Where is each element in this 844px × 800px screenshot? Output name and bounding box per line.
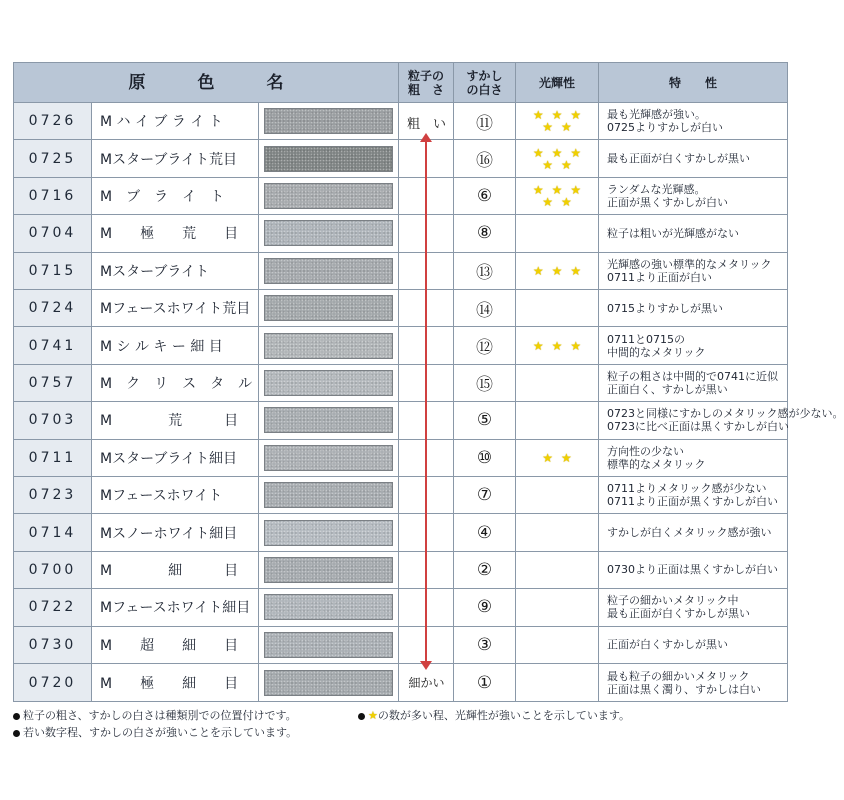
star-icon: ★: [532, 338, 544, 353]
luster-rating: [516, 140, 599, 176]
property-desc: [599, 440, 787, 476]
transparency-rank: ③: [454, 627, 516, 663]
color-swatch: [264, 258, 393, 284]
property-line: 0723と同様にすかしのメタリック感が少ない。: [607, 407, 844, 421]
header-name-char-2: 色: [197, 72, 215, 93]
property-line: 方向性の少ない: [607, 444, 684, 458]
star-icon: ★: [551, 182, 563, 197]
star-icon: ★: [551, 338, 563, 353]
star-icon: ★: [532, 108, 544, 123]
color-name: Mフェースホワイト荒目: [92, 290, 259, 326]
transparency-rank: ⑩: [454, 440, 516, 476]
swatch-cell: [259, 440, 399, 476]
luster-rating: [516, 664, 599, 701]
color-code: 0741: [14, 327, 92, 363]
property-desc: [599, 178, 787, 214]
grain-arrow-line: [425, 139, 427, 664]
swatch-cell: [259, 552, 399, 588]
color-code: 0725: [14, 140, 92, 176]
header-transparency-line2: の白さ: [466, 82, 503, 97]
color-swatch: [264, 557, 393, 583]
star-icon: ★: [570, 182, 582, 197]
property-line: 0723に比べ正面は黒くすかしが白い: [607, 420, 789, 434]
transparency-rank: ⑦: [454, 477, 516, 513]
property-line: 中間的なメタリック: [607, 345, 706, 359]
luster-rating: [516, 402, 599, 438]
luster-rating: [516, 103, 599, 139]
color-name: Mスターブライト細目: [92, 440, 259, 476]
property-line: 最も粒子の細かいメタリック: [607, 669, 750, 683]
property-line: 最も正面が白くすかしが黒い: [607, 607, 750, 621]
luster-rating: [516, 290, 599, 326]
transparency-rank: ⑪: [454, 103, 516, 139]
swatch-cell: [259, 327, 399, 363]
transparency-rank: ⑭: [454, 290, 516, 326]
luster-rating: [516, 215, 599, 251]
color-code: 0714: [14, 514, 92, 550]
color-table: [13, 62, 844, 702]
transparency-rank: ⑯: [454, 140, 516, 176]
star-icon: ★: [570, 145, 582, 160]
property-line: 0730より正面は黒くすかしが白い: [607, 563, 778, 577]
luster-rating: [516, 178, 599, 214]
property-line: 0711と0715の: [607, 332, 685, 346]
property-line: 正面が黒くすかしが白い: [607, 195, 728, 209]
color-name: Mスノーホワイト細目: [92, 514, 259, 550]
star-icon: ★: [368, 709, 378, 722]
color-code: 0715: [14, 253, 92, 289]
color-swatch: [264, 370, 393, 396]
color-swatch: [264, 520, 393, 546]
color-swatch: [264, 670, 393, 696]
color-name: M ク リ ス タ ル: [92, 365, 259, 401]
swatch-cell: [259, 365, 399, 401]
property-desc: [599, 627, 787, 663]
color-name: Mフェースホワイト: [92, 477, 259, 513]
swatch-cell: [259, 253, 399, 289]
property-line: 0715よりすかしが黒い: [607, 301, 723, 315]
color-swatch: [264, 445, 393, 471]
star-icon: ★: [570, 338, 582, 353]
swatch-cell: [259, 664, 399, 701]
header-grain-line2: 粗 さ: [407, 82, 444, 97]
property-line: 正面白く、すかしが黒い: [607, 382, 728, 396]
color-code: 0703: [14, 402, 92, 438]
color-code: 0700: [14, 552, 92, 588]
luster-rating: [516, 365, 599, 401]
star-icon: ★: [551, 145, 563, 160]
swatch-cell: [259, 589, 399, 625]
swatch-cell: [259, 215, 399, 251]
luster-rating: [516, 327, 599, 363]
property-desc: [599, 140, 787, 176]
property-line: ランダムな光輝感。: [607, 182, 706, 196]
color-code: 0720: [14, 664, 92, 701]
luster-rating: [516, 440, 599, 476]
color-code: 0711: [14, 440, 92, 476]
luster-rating: [516, 589, 599, 625]
property-line: 0711より正面が白い: [607, 270, 712, 284]
star-icon: ★: [542, 120, 553, 135]
color-name: M シ ル キ ー 細 目: [92, 327, 259, 363]
color-swatch: [264, 407, 393, 433]
color-swatch: [264, 482, 393, 508]
star-icon: ★: [561, 120, 572, 135]
star-icon: ★: [551, 108, 563, 123]
property-desc: [599, 103, 787, 139]
property-desc: [599, 514, 787, 550]
transparency-rank: ⑤: [454, 402, 516, 438]
star-icon: ★: [542, 450, 553, 465]
property-line: 粒子の細かいメタリック中: [607, 594, 739, 608]
color-swatch: [264, 295, 393, 321]
luster-rating: [516, 253, 599, 289]
star-icon: ★: [551, 263, 563, 278]
property-line: 最も光輝感が強い。: [607, 108, 706, 122]
color-swatch: [264, 108, 393, 134]
bullet-icon: [13, 730, 20, 737]
transparency-rank: ①: [454, 664, 516, 701]
property-line: 正面は黒く濁り、すかしは白い: [607, 682, 761, 696]
property-desc: [599, 552, 787, 588]
swatch-cell: [259, 103, 399, 139]
swatch-cell: [259, 627, 399, 663]
bullet-icon: [358, 713, 365, 720]
grain-scale: [399, 103, 454, 701]
header-transparency: [454, 63, 516, 103]
luster-rating: [516, 477, 599, 513]
arrow-down-icon: [420, 661, 432, 670]
color-name: M 極 荒 目: [92, 215, 259, 251]
property-line: 0725よりすかしが白い: [607, 121, 723, 135]
header-transparency-line1: すかし: [466, 68, 503, 83]
swatch-cell: [259, 477, 399, 513]
transparency-rank: ⑬: [454, 253, 516, 289]
property-line: 粒子の粗さは中間的で0741に近似: [607, 369, 778, 383]
bullet-icon: [13, 713, 20, 720]
property-line: すかしが白くメタリック感が強い: [607, 526, 772, 540]
header-grain: [399, 63, 454, 103]
header-name-char-3: 名: [266, 72, 284, 93]
star-icon: ★: [570, 108, 582, 123]
star-icon: ★: [532, 182, 544, 197]
swatch-cell: [259, 290, 399, 326]
star-icon: ★: [532, 263, 544, 278]
swatch-cell: [259, 178, 399, 214]
footnote-2-text: 若い数字程、すかしの白さが強いことを示しています。: [23, 726, 298, 739]
property-desc: [599, 664, 787, 701]
footnote-2: [13, 725, 297, 740]
star-icon: ★: [542, 194, 553, 209]
property-desc: [599, 327, 787, 363]
color-code: 0730: [14, 627, 92, 663]
header-name: [14, 63, 399, 103]
star-icon: ★: [542, 157, 553, 172]
color-name: M 超 細 目: [92, 627, 259, 663]
color-name: M ブ ラ イ ト: [92, 178, 259, 214]
header-grain-line1: 粒子の: [407, 68, 444, 83]
property-desc: [599, 253, 787, 289]
property-desc: [599, 477, 787, 513]
color-code: 0704: [14, 215, 92, 251]
color-code: 0726: [14, 103, 92, 139]
color-name: Mフェースホワイト細目: [92, 589, 259, 625]
property-line: 0711より正面が黒くすかしが白い: [607, 495, 778, 509]
transparency-rank: ⑮: [454, 365, 516, 401]
property-line: 粒子は粗いが光輝感がない: [607, 226, 739, 240]
grain-coarse-label: 粗 い: [406, 117, 446, 132]
color-code: 0716: [14, 178, 92, 214]
property-line: 正面が白くすかしが黒い: [607, 638, 728, 652]
footnote-3: [358, 708, 630, 723]
color-swatch: [264, 146, 393, 172]
grain-fine-label: 細かい: [408, 676, 445, 690]
transparency-rank: ②: [454, 552, 516, 588]
star-icon: ★: [561, 157, 572, 172]
star-icon: ★: [561, 194, 572, 209]
color-swatch: [264, 594, 393, 620]
color-swatch: [264, 333, 393, 359]
color-code: 0757: [14, 365, 92, 401]
property-desc: [599, 589, 787, 625]
property-line: 最も正面が白くすかしが黒い: [607, 152, 750, 166]
property-desc: [599, 215, 787, 251]
transparency-rank: ⑧: [454, 215, 516, 251]
luster-rating: [516, 627, 599, 663]
color-name: M 細 目: [92, 552, 259, 588]
color-name: Mスターブライト荒目: [92, 140, 259, 176]
swatch-cell: [259, 514, 399, 550]
color-name: M 荒 目: [92, 402, 259, 438]
star-icon: ★: [570, 263, 582, 278]
footnote-3-text: の数が多い程、光輝性が強いことを示しています。: [377, 709, 630, 722]
color-code: 0723: [14, 477, 92, 513]
property-desc: [599, 402, 844, 438]
header-luster: 光輝性: [516, 63, 599, 103]
color-swatch: [264, 220, 393, 246]
luster-rating: [516, 552, 599, 588]
luster-rating: [516, 514, 599, 550]
color-swatch: [264, 632, 393, 658]
transparency-rank: ④: [454, 514, 516, 550]
swatch-cell: [259, 402, 399, 438]
footnote-1-text: 粒子の粗さ、すかしの白さは種類別での位置付けです。: [23, 709, 297, 722]
star-icon: ★: [561, 450, 572, 465]
property-line: 標準的なメタリック: [607, 457, 706, 471]
swatch-cell: [259, 140, 399, 176]
property-desc: [599, 290, 787, 326]
footnote-1: [13, 708, 297, 723]
header-name-char-1: 原: [128, 72, 146, 93]
color-name: M 極 細 目: [92, 664, 259, 701]
color-swatch: [264, 183, 393, 209]
color-code: 0722: [14, 589, 92, 625]
color-name: M ハ イ ブ ラ イ ト: [92, 103, 259, 139]
color-name: Mスターブライト: [92, 253, 259, 289]
transparency-rank: ⑥: [454, 178, 516, 214]
color-code: 0724: [14, 290, 92, 326]
transparency-rank: ⑫: [454, 327, 516, 363]
property-line: 0711よりメタリック感が少ない: [607, 482, 767, 496]
property-line: 光輝感の強い標準的なメタリック: [607, 257, 772, 271]
property-desc: [599, 365, 787, 401]
header-property: 特 性: [599, 63, 787, 103]
star-icon: ★: [532, 145, 544, 160]
transparency-rank: ⑨: [454, 589, 516, 625]
